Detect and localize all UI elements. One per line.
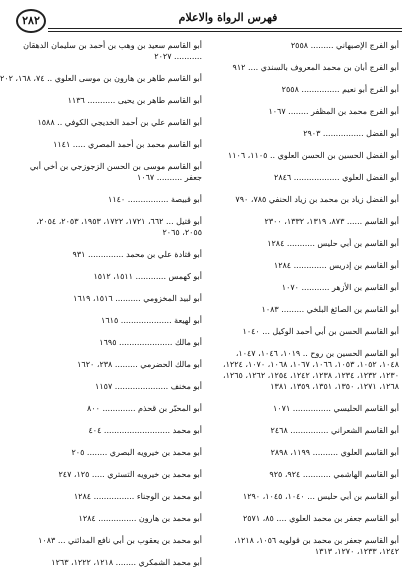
index-entry: أبو الفضل الحسين بن الحسن العلوي .. ١١٠٥، ١١٠٦ [227,151,399,160]
index-entry: أبو محمد بن خيرويه التستري ..... ١٢٥، ٢٤٧ [58,470,202,479]
index-entry: أبو القاسم بن الصائغ البلخي ......... ١٠٨٣ [261,305,399,314]
index-entry: أبو قتادة علي بن محمد .............. ٩٣١ [72,250,202,259]
index-entry: أبو القاسم محمد بن أحمد المصري ..... ١١٤١ [53,140,202,149]
index-entry: أبو كهمس ............ ١٥١١، ١٥١٢ [93,272,202,281]
index-entry: أبو القاسم الحليسي ............... ١٠٧١ [273,404,399,413]
index-entry: أبو القاسم الحسين بن روح .. ١٠١٩، ١٠٤٦، ١٠٤٧، ١٠٤٨، ١٠٥٢، ١٠٥٣، ١٠٦٦، ١٠٦٧، ١٠٦٨، ١٠٧٠، ١٢٢٤، ١٢٣٠، ١٢٣٢، ١٢٣٤، ١٢٣٨، ١٢٤٢، ١٢٥٤، ١٢٦٢، ١٢٦٥، ١٢٦٨، ١٢٧١، ١٣٥٠، ١٣٥١، ١٣٥٩، ١٣٨١ [223,349,399,391]
index-entry: أبو القاسم سعيد بن وهب بن أحمد بن سليمان الدهقان ........... ٢٠٢٧ [23,41,202,61]
index-entry: أبو لهيعة .................... ١٦١٥ [101,316,202,325]
index-entry: أبو المحبّر بن قحذم ............. ٨٠٠ [87,404,202,413]
index-column-left [0,40,202,579]
index-entry: أبو محمد بن خيرويه البصري ........ ٢٠٥ [71,448,202,457]
index-entry: أبو القاسم الشعراني ............... ٢٤٦٨ [270,426,399,435]
index-entry: أبو القاسم بن إدريس ............. ١٢٨٤ [273,261,399,270]
page-header [14,8,402,34]
index-entry: أبو القاسم العلوي .......... ١١٩٩، ٢٨٩٨ [270,448,399,457]
header-rule-thin [48,31,402,32]
index-entry: أبو الفضل العلوي .................. ٢٨٤٦ [274,173,399,182]
index-entry: أبو محمد بن الوجناء ................ ١٢٨٤ [73,492,202,501]
index-entry: أبو القاسم بن أبي حليس ........... ١٢٨٤ [267,239,399,248]
index-entry: أبو محمد بن يعقوب بن أبي نافع المدائني ... ١٠٨٣ [38,536,202,545]
index-entry: أبو قتيل ... ٦٦٢، ١٧٢١، ١٧٢٢، ١٩٥٣، ٢٠٥٣، ٢٠٥٤، ٢٠٥٥، ٢٠٦٥ [36,217,202,237]
index-entry: أبو القاسم طاهر بن هارون بن موسى العلوي .. ٧٤، ١٦٨، ٢٠٢ [0,74,202,83]
index-entry: أبو القاسم طاهر بن يحيى ........... ١١٣٦ [67,96,202,105]
index-entry: أبو القاسم بن أبي حليس ... ١٠٤٠، ١٠٤٥، ١٢٩٠ [242,492,399,501]
index-entry: أبو الفرج أبان بن محمد المعروف بالسندي .... ٩١٢ [232,63,399,72]
index-entry: أبو مالك الحضرمي ......... ٢٣٨، ١٦٢٠ [77,360,202,369]
index-entry: أبو القاسم ...... ٨٧٣، ١٣١٩، ١٣٣٢، ٢٣٠٠ [264,217,399,226]
index-entry: أبو القاسم بن الأزهر ........... ١٠٧٠ [281,283,399,292]
index-entry: أبو محمد بن هارون ............... ١٢٨٤ [78,514,202,523]
index-entry: أبو قبيصة ................ ١١٤٠ [108,195,202,204]
index-entry: أبو الفرج أبو نعيم ............... ٢٥٥٨ [281,85,399,94]
index-entry: أبو القاسم موسى بن الحسن الزجوزجي بن أخي أبي جعفر .......... ١٠٦٧ [29,162,202,182]
index-entry: أبو القاسم الحسن بن أبي أحمد الوكيل ... ١٠٤٠ [242,327,399,336]
header-rule [48,28,402,29]
running-title: فهرس الرواة والاعلام [178,11,278,24]
index-entry: أبو القاسم الهاشمي ........... ٩٢٤، ٩٢٥ [269,470,399,479]
index-entry: أبو القاسم علي بن أحمد الخديجي الكوفي .. ١٥٨٨ [37,118,202,127]
page-number: ٢٨٢ [16,9,46,33]
index-entry: أبو لبيد المخزومي .......... ١٥١٦، ١٦١٩ [73,294,202,303]
index-entry: أبو محمد .......................... ٤٠٤ [88,426,202,435]
index-entry: أبو مالك ..................... ١٦٩٥ [99,338,202,347]
index-entry: أبو الفضل زياد بن محمد بن زياد الحنفي ٧٨٥، ٧٩٠ [235,195,399,204]
index-entry: أبو محمد الشمكري ........ ١٢١٨، ١٢٢٢، ١٢٦٣ [51,558,202,567]
index-entry: أبو القاسم جعفر بن محمد بن قولويه ١٠٥٦، ١٢١٨، ١٢٤٢، ١٢٣٣، ١٢٧٠، ١٣١٣ [234,536,399,556]
index-entry: أبو الفرج محمد بن المظفر ........ ١٠٦٧ [268,107,399,116]
index-column-right [219,40,399,568]
index-entry: أبو مخنف ..................... ١١٥٧ [95,382,202,391]
index-entry: أبو الفضل ................ ٢٩٠٣ [303,129,399,138]
index-entry: أبو الفرج الإصبهاني ......... ٢٥٥٨ [290,41,399,50]
index-entry: أبو القاسم جعفر بن محمد العلوي .... ٨٥، ٢٥٧١ [242,514,399,523]
